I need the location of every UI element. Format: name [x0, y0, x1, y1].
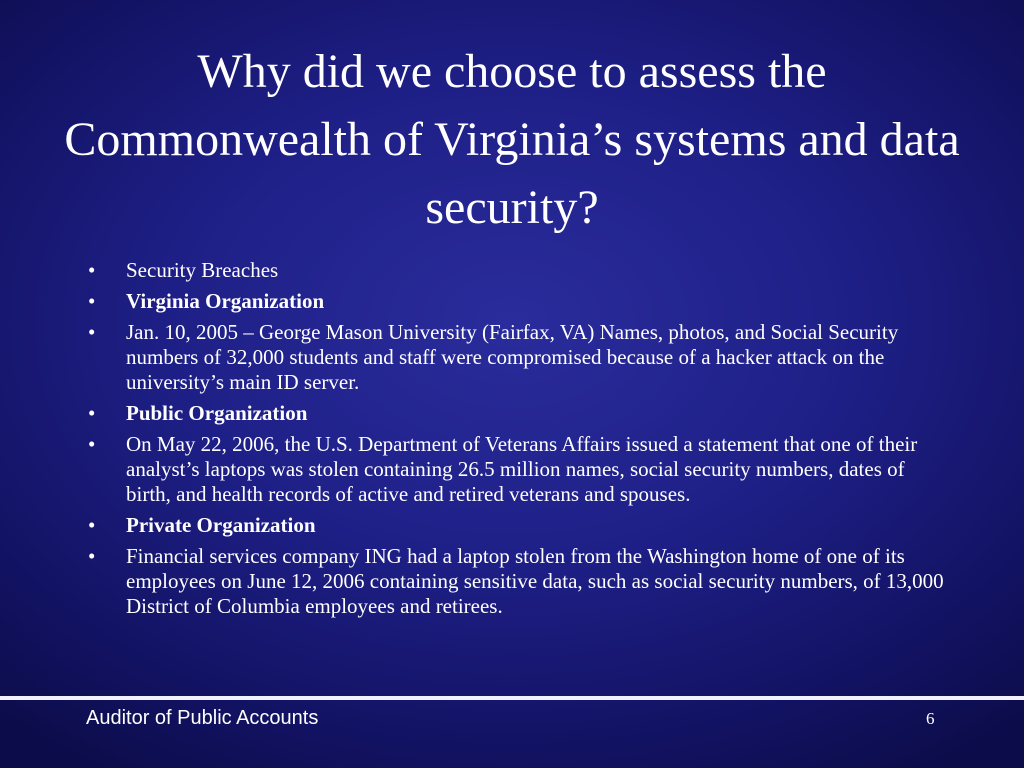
footer-label: Auditor of Public Accounts	[86, 707, 319, 729]
bullet-dot: •	[88, 432, 96, 456]
bullet-dot: •	[88, 544, 96, 568]
bullet-heading: Public Organization	[126, 401, 308, 425]
bullet-item	[88, 544, 948, 619]
bullet-list	[88, 258, 948, 625]
bullet-dot: •	[88, 320, 96, 344]
bullet-text: On May 22, 2006, the U.S. Department of Veterans Affairs issued a statement that one of their analyst’s laptops was stolen containing 26.5 million names, social security numbers, dates of birth, and health records of active and retired veterans and spouses.	[126, 432, 918, 506]
bullet-dot: •	[88, 258, 96, 282]
bullet-item	[88, 289, 948, 314]
bullet-text: Jan. 10, 2005 – George Mason University (Fairfax, VA) Names, photos, and Social Security numbers of 32,000 students and staff were compromised because of a hacker attack on the university’s main ID server.	[126, 320, 899, 394]
bullet-item	[88, 513, 948, 538]
bullet-item	[88, 258, 948, 283]
page-number: 6	[926, 709, 935, 728]
slide-title: Why did we choose to assess the Commonwealth of Virginia’s systems and data security?	[64, 45, 960, 234]
bullet-dot: •	[88, 513, 96, 537]
bullet-item	[88, 320, 948, 395]
bullet-item	[88, 401, 948, 426]
bullet-text: Financial services company ING had a laptop stolen from the Washington home of one of its employees on June 12, 2006 containing sensitive data, such as social security numbers, of 13,000 District of Columbia employees and retirees.	[126, 544, 944, 618]
bullet-text: Security Breaches	[126, 258, 279, 282]
bullet-heading: Virginia Organization	[126, 289, 325, 313]
bullet-heading: Private Organization	[126, 513, 316, 537]
bullet-item	[88, 432, 948, 507]
bullet-dot: •	[88, 289, 96, 313]
footer-divider	[0, 696, 1024, 700]
bullet-dot: •	[88, 401, 96, 425]
